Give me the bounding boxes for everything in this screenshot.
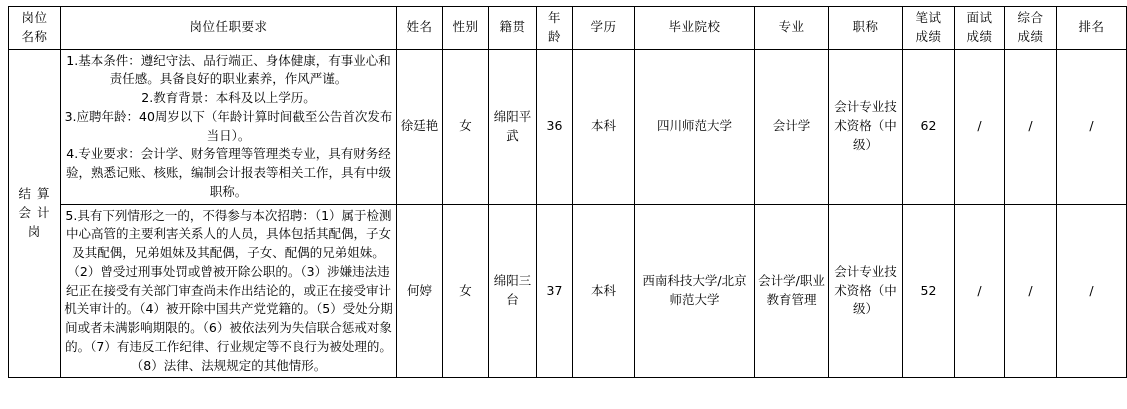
header-composite-score xyxy=(1005,7,1057,50)
cell-gender: 女 xyxy=(443,49,489,204)
cell-requirements-part1 xyxy=(61,49,397,204)
cell-post-name xyxy=(9,49,61,378)
table-header-row xyxy=(9,7,1127,50)
cell-candidate-name: 徐廷艳 xyxy=(397,49,443,204)
header-school: 毕业院校 xyxy=(635,7,755,50)
cell-rank: / xyxy=(1057,49,1127,204)
cell-composite-score: / xyxy=(1005,204,1057,378)
cell-native-place: 绵阳平武 xyxy=(489,49,537,204)
header-education: 学历 xyxy=(573,7,635,50)
cell-age: 37 xyxy=(537,204,573,378)
cell-composite-score: / xyxy=(1005,49,1057,204)
header-age-line1: 年 xyxy=(547,10,561,25)
requirement-item-3: 3.应聘年龄：40周岁以下（年龄计算时间截至公告首次发布当日）。 xyxy=(64,108,393,143)
cell-age: 36 xyxy=(537,49,573,204)
cell-interview-score: / xyxy=(955,49,1005,204)
cell-school: 西南科技大学/北京师范大学 xyxy=(635,204,755,378)
header-composite-line1: 综合 xyxy=(1017,10,1044,25)
header-post-name-line1: 岗位 xyxy=(21,10,48,25)
header-written-line2: 成绩 xyxy=(915,28,942,44)
table-row xyxy=(9,204,1127,378)
cell-written-score: 52 xyxy=(903,204,955,378)
header-composite-line2: 成绩 xyxy=(1017,28,1044,44)
header-interview-score xyxy=(955,7,1005,50)
header-native-place: 籍贯 xyxy=(489,7,537,50)
requirement-item-1: 1.基本条件：遵纪守法、品行端正、身体健康，有事业心和责任感。具备良好的职业素养，作风严谨。 xyxy=(66,52,391,87)
cell-title: 会计专业技术资格（中级） xyxy=(829,204,903,378)
header-gender: 性别 xyxy=(443,7,489,50)
cell-education: 本科 xyxy=(573,204,635,378)
post-name-line1: 结 算 xyxy=(18,186,51,202)
cell-rank: / xyxy=(1057,204,1127,378)
header-post-name-line2: 名称 xyxy=(21,28,48,44)
cell-requirements-part2 xyxy=(61,204,397,378)
cell-written-score: 62 xyxy=(903,49,955,204)
requirement-item-4: 4.专业要求：会计学、财务管理等管理类专业，具有财务经验，熟悉记账、核账，编制会计报表等相关工作，具有中级职称。 xyxy=(65,146,391,199)
candidate-table xyxy=(8,6,1127,378)
post-name-line2: 会 计 xyxy=(18,205,51,220)
cell-candidate-name: 何婷 xyxy=(397,204,443,378)
header-name: 姓名 xyxy=(397,7,443,50)
cell-native-place: 绵阳三台 xyxy=(489,204,537,378)
requirement-item-2: 2.教育背景：本科及以上学历。 xyxy=(141,90,316,105)
cell-school: 四川师范大学 xyxy=(635,49,755,204)
header-interview-line2: 成绩 xyxy=(966,28,993,44)
header-rank: 排名 xyxy=(1057,7,1127,50)
table-row xyxy=(9,49,1127,204)
header-post-name xyxy=(9,7,61,50)
header-written-score xyxy=(903,7,955,50)
post-name-line3: 岗 xyxy=(27,223,42,239)
header-major: 专业 xyxy=(755,7,829,50)
header-age-line2: 龄 xyxy=(547,28,561,44)
cell-major: 会计学/职业教育管理 xyxy=(755,204,829,378)
cell-education: 本科 xyxy=(573,49,635,204)
cell-major: 会计学 xyxy=(755,49,829,204)
cell-title: 会计专业技术资格（中级） xyxy=(829,49,903,204)
header-title: 职称 xyxy=(829,7,903,50)
header-written-line1: 笔试 xyxy=(915,10,942,25)
requirement-item-5: 5.具有下列情形之一的，不得参与本次招聘：（1）属于检测中心高管的主要利害关系人的人员，具体包括其配偶，子女及其配偶，兄弟姐妹及其配偶，子女、配偶的兄弟姐妹。（2）曾受过刑事处罚或曾被开除公职的。（3）涉嫌违法违纪正在接受有关部门审查尚未作出结论的，或正在接受审计机关审计的。（4）被开除中国共产党党籍的。（5）受处分期间或者未满影响期限的。（6）被依法列为失信联合惩戒对象的。（7）有违反工作纪律、行业规定等不良行为被处理的。（8）法律、法规规定的其他情形。 xyxy=(64,207,393,373)
header-interview-line1: 面试 xyxy=(966,10,993,25)
cell-gender: 女 xyxy=(443,204,489,378)
header-requirements: 岗位任职要求 xyxy=(61,7,397,50)
header-age xyxy=(537,7,573,50)
cell-interview-score: / xyxy=(955,204,1005,378)
